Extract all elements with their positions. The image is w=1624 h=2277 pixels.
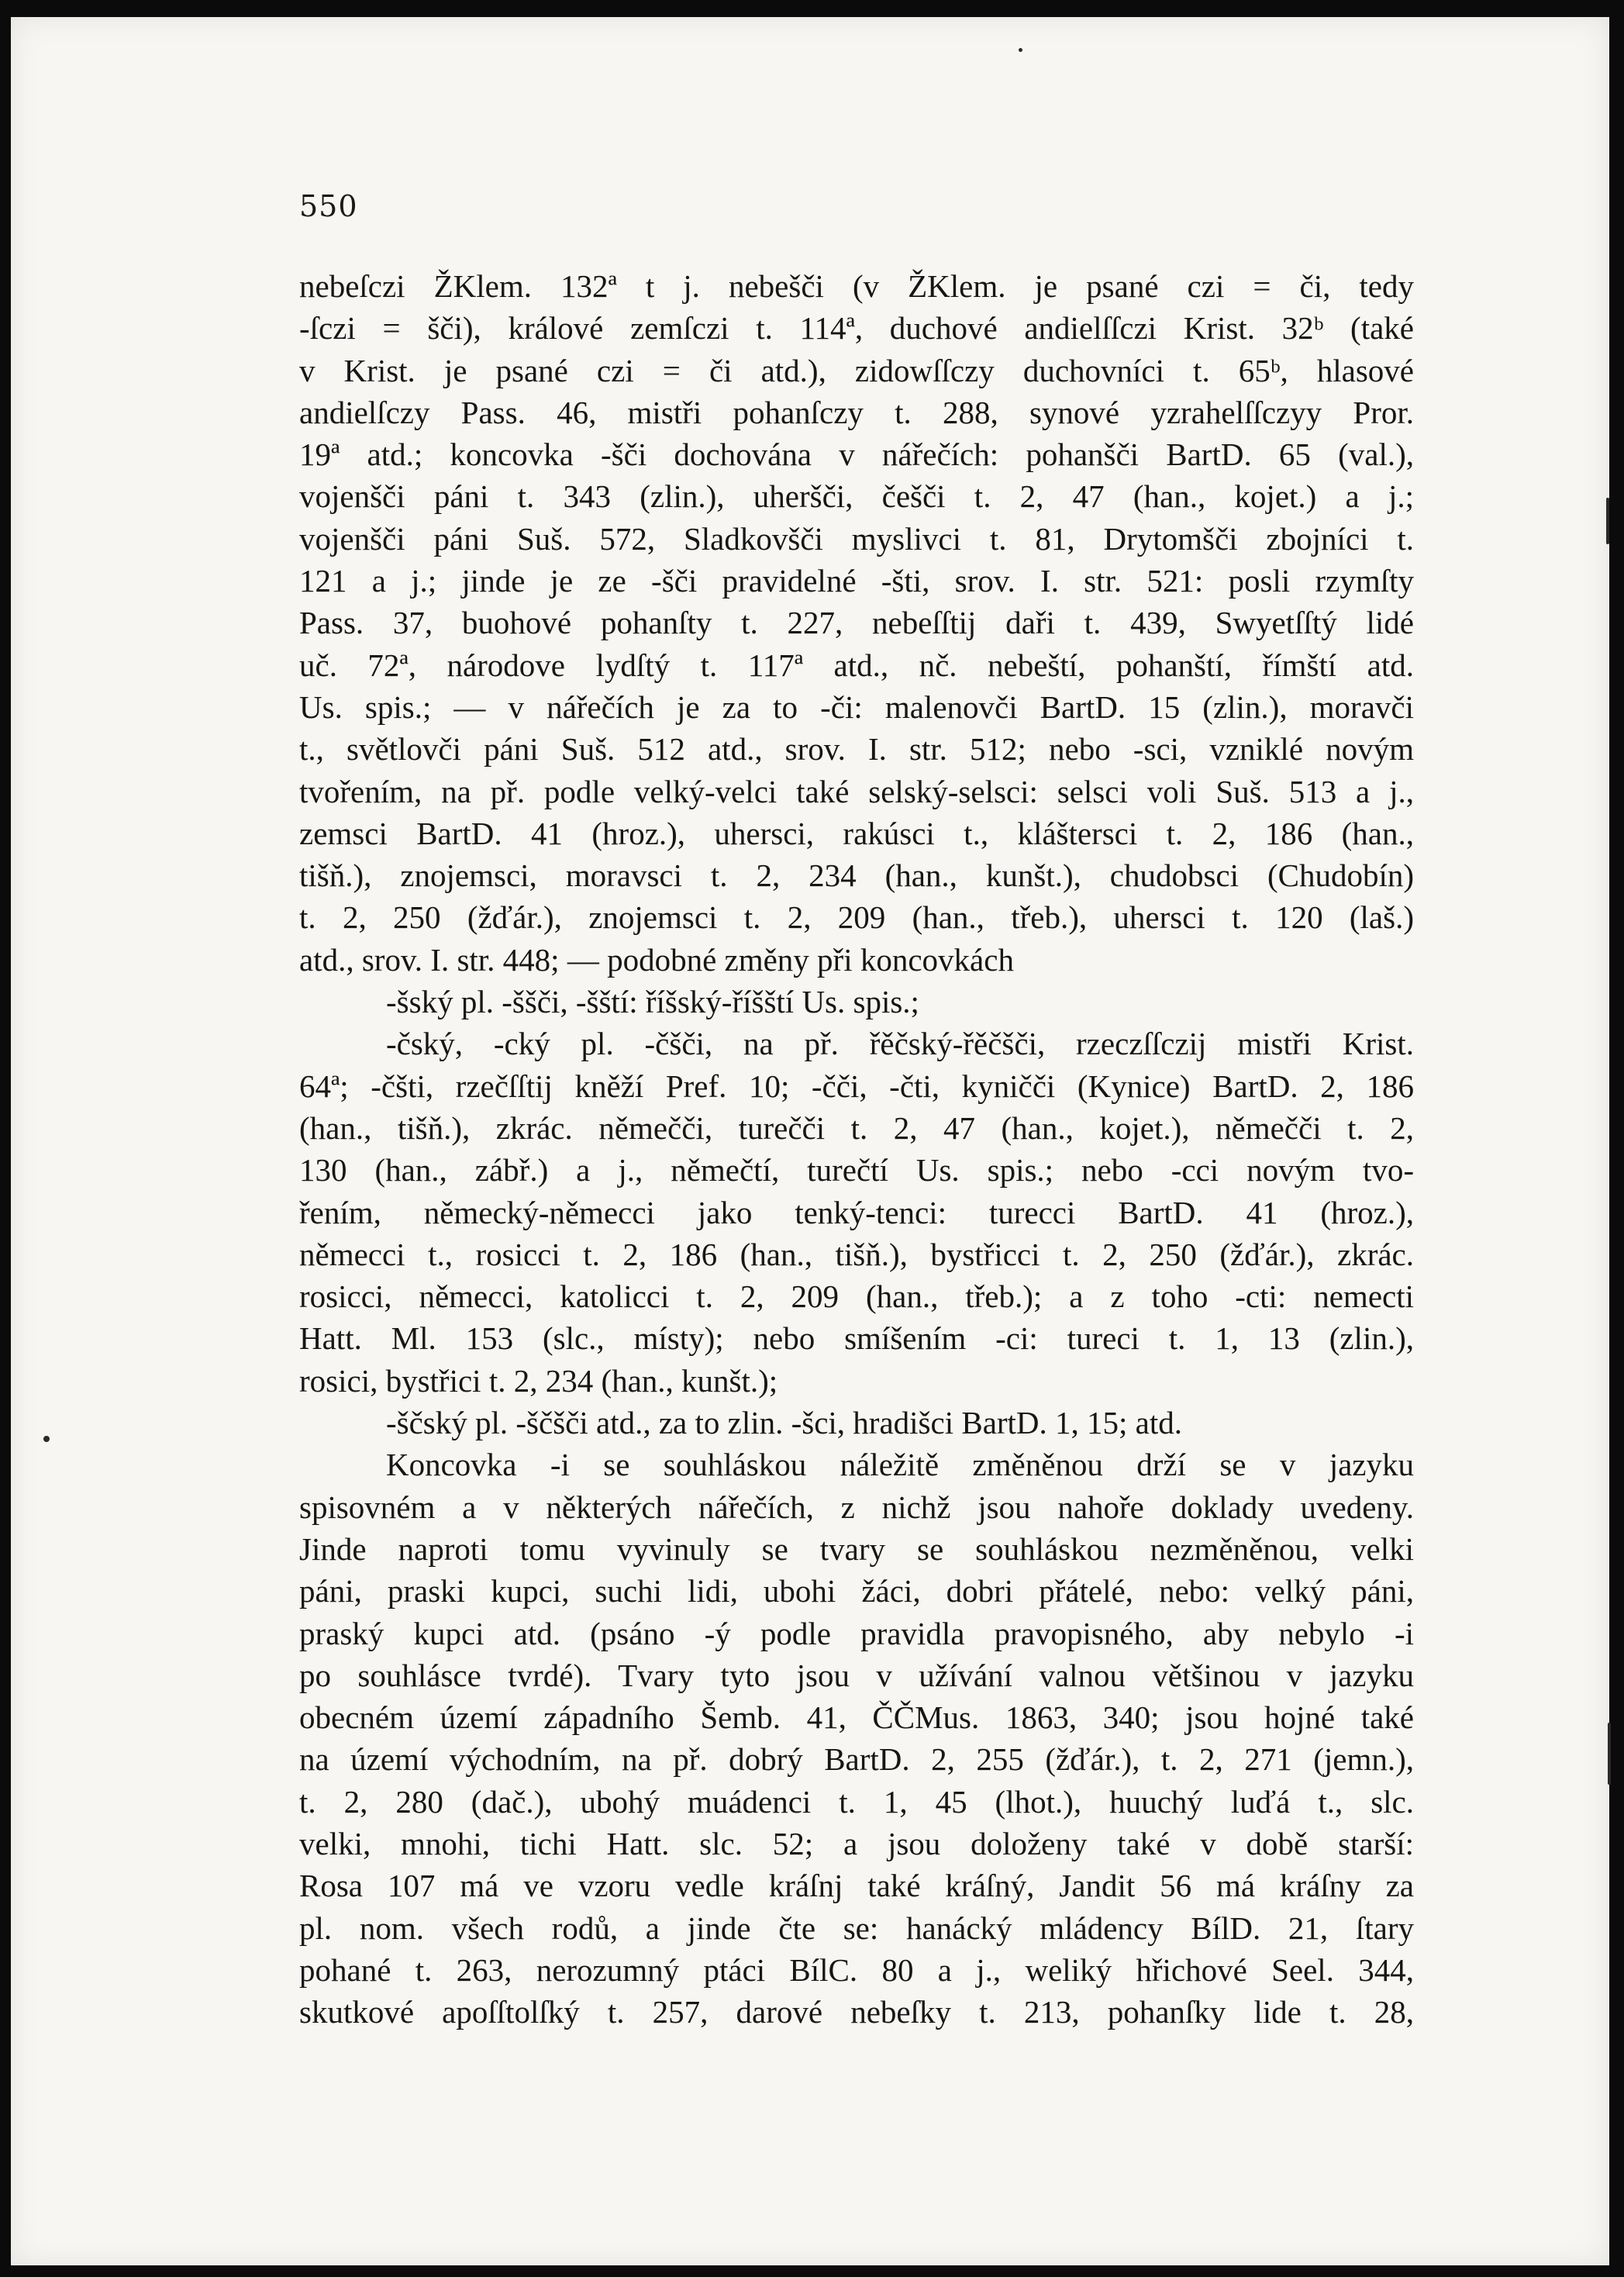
text-line: na území východním, na př. dobrý BartD. 2, 255 (žďár.), t. 2, 271 (jemn.), [299,1741,1414,1778]
text-line: t. 2, 250 (žďár.), znojemsci t. 2, 209 (han., třeb.), uhersci t. 120 (laš.) [299,899,1414,936]
text-line: nebeſczi ŽKlem. 132ª t j. nebešči (v ŽKlem. je psané czi = či, tedy [299,268,1414,304]
scan-speck [43,1436,50,1442]
text-line: pl. nom. všech rodů, a jinde čte se: hanácký mládency BílD. 21, ſtary [299,1910,1414,1946]
text-line: t. 2, 280 (dač.), ubohý muádenci t. 1, 45 (lhot.), huuchý luďá t., slc. [299,1783,1414,1820]
text-line: Pass. 37, buohové pohanſty t. 227, nebeſſtij daři t. 439, Swyetſſtý lidé [299,605,1414,641]
text-line: vojenšči páni t. 343 (zlin.), uheršči, češči t. 2, 47 (han., kojet.) a j.; [299,478,1414,515]
text-line: 19ª atd.; koncovka -šči dochována v nářečích: pohanšči BartD. 65 (val.), [299,436,1414,473]
scan-speck [1606,498,1609,544]
text-line: řením, německý-němecci jako tenký-tenci: turecci BartD. 41 (hroz.), [299,1194,1414,1230]
text-line: uč. 72ª, národove lydſtý t. 117ª atd., nč. nebeští, pohanští, římští atd. [299,647,1414,683]
text-line: 64ª; -čšti, rzečſſtij kněží Pref. 10; -čči, -čti, kyničči (Kynice) BartD. 2, 186 [299,1068,1414,1104]
body-text [299,265,1414,2033]
text-line: němecci t., rosicci t. 2, 186 (han., tišň.), bystřicci t. 2, 250 (žďár.), zkrác. [299,1236,1414,1272]
text-line: velki, mnohi, tichi Hatt. slc. 52; a jsou doloženy také v době starší: [299,1825,1414,1861]
text-line: skutkové apoſſtolſký t. 257, darové nebeſky t. 213, pohanſky lide t. 28, [299,1994,1414,2030]
text-line: Hatt. Ml. 153 (slc., místy); nebo smíšením -ci: tureci t. 1, 13 (zlin.), [299,1320,1414,1357]
text-line: -ſczi = šči), králové zemſczi t. 114ª, duchové andielſſczi Krist. 32ᵇ (také [299,310,1414,347]
page-number: 550 [299,189,358,223]
text-line: -ščský pl. -ščšči atd., za to zlin. -šci, hradišci BartD. 1, 15; atd. [386,1405,1183,1441]
text-line: Rosa 107 má ve vzoru vedle kráſnj také kráſný, Jandit 56 má kráſny za [299,1868,1414,1904]
text-line: -čský, -cký pl. -čšči, na př. řěčský-řěčšči, rzeczſſczij mistři Krist. [386,1026,1414,1062]
text-line: pohané t. 263, nerozumný ptáci BílC. 80 a j., weliký hřichové Seel. 344, [299,1951,1414,1988]
text-line: Us. spis.; — v nářečích je za to -či: malenovči BartD. 15 (zlin.), moravči [299,688,1414,725]
text-line: rosici, bystřici t. 2, 234 (han., kunšt.); [299,1362,778,1399]
text-line: zemsci BartD. 41 (hroz.), uhersci, rakúsci t., kláštersci t. 2, 186 (han., [299,815,1414,851]
text-line: atd., srov. I. str. 448; — podobné změny při koncovkách [299,941,1014,978]
text-line: praský kupci atd. (psáno -ý podle pravidla pravopisného, aby nebylo -i [299,1615,1414,1651]
text-line: t., světlovči páni Suš. 512 atd., srov. I. str. 512; nebo -sci, vzniklé novým [299,731,1414,768]
text-line: v Krist. je psané czi = či atd.), zidowſſczy duchovníci t. 65ᵇ, hlasové [299,352,1414,388]
text-line: Koncovka -i se souhláskou náležitě změněnou drží se v jazyku [386,1447,1414,1483]
text-line: páni, praski kupci, suchi lidi, ubohi žáci, dobri přátelé, nebo: velký páni, [299,1573,1414,1609]
text-line: rosicci, němecci, katolicci t. 2, 209 (han., třeb.); a z toho -cti: nemecti [299,1278,1414,1315]
scan-speck [1019,48,1022,52]
text-line: Jinde naproti tomu vyvinuly se tvary se souhláskou nezměněnou, velki [299,1530,1414,1567]
text-line: po souhlásce tvrdé). Tvary tyto jsou v užívání valnou většinou v jazyku [299,1657,1414,1693]
paper-sheet [11,17,1609,2265]
text-line: 130 (han., zábř.) a j., němečtí, turečtí Us. spis.; nebo -cci novým tvo- [299,1152,1414,1189]
text-line: -šský pl. -ššči, -šští: říšský-říšští Us. spis.; [386,984,919,1020]
text-line: vojenšči páni Suš. 572, Sladkovšči myslivci t. 81, Drytomšči zbojníci t. [299,520,1414,557]
text-line: andielſczy Pass. 46, mistři pohanſczy t. 288, synové yzrahelſſczyy Pror. [299,394,1414,430]
text-line: tišň.), znojemsci, moravsci t. 2, 234 (han., kunšt.), chudobsci (Chudobín) [299,857,1414,894]
text-line: spisovném a v některých nářečích, z nichž jsou nahoře doklady uvedeny. [299,1489,1414,1525]
text-line: 121 a j.; jinde je ze -šči pravidelné -šti, srov. I. str. 521: posli rzymſty [299,563,1414,599]
text-line: obecném území západního Šemb. 41, ČČMus. 1863, 340; jsou hojné také [299,1699,1414,1736]
text-line: (han., tišň.), zkrác. němečči, turečči t. 2, 47 (han., kojet.), němečči t. 2, [299,1109,1414,1146]
text-line: tvořením, na př. podle velký-velci také selský-selsci: selsci voli Suš. 513 a j., [299,773,1414,809]
scan-speck [1608,1723,1611,1785]
